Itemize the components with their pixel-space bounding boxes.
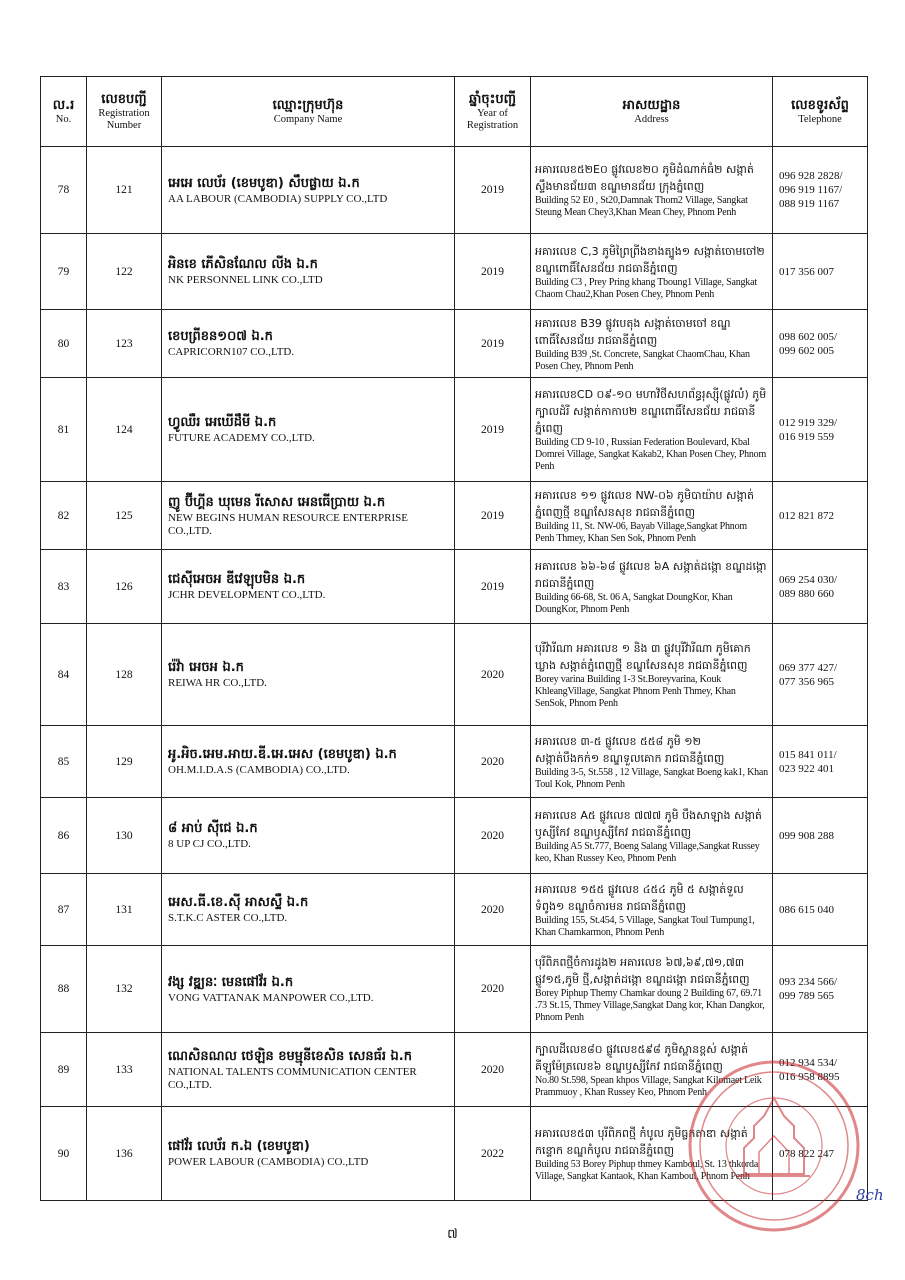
address-cell — [531, 946, 773, 1033]
company-name-english: NATIONAL TALENTS COMMUNICATION CENTER CO.,LTD. — [168, 1065, 417, 1091]
address-english: Building 52 E0 , St20,Damnak Thom2 Village, Sangkat Steung Mean Chey3,Khan Mean Chey, Phnom Penh — [535, 195, 748, 218]
header-address: អាសយដ្ឋាន Address — [531, 77, 773, 147]
telephone-cell — [773, 624, 868, 726]
registration-number: 126 — [87, 550, 162, 624]
address-english: Building 11, St. NW-06, Bayab Village,Sangkat Phnom Penh Thmey, Khan Sen Sok, Phnom Penh — [535, 520, 747, 544]
company-name-khmer: រ៉េវ៉ា អេចអ ឯ.ក — [168, 660, 244, 675]
company-name-khmer: ផៅវ័រ លេប័រ ក.ឯ (ខេមបូឌា) — [168, 1139, 310, 1154]
registration-year: 2022 — [455, 1107, 531, 1201]
registration-number: 132 — [87, 946, 162, 1033]
row-number: 81 — [41, 378, 87, 482]
registration-number: 130 — [87, 798, 162, 874]
address-english: Building C3 , Prey Pring khang Tboung1 Village, Sangkat Chaom Chau2,Khan Posen Chey, Phnom Penh — [535, 276, 757, 300]
telephone-cell — [773, 798, 868, 874]
telephone-number: 077 356 965 — [779, 675, 834, 688]
table-row — [41, 550, 868, 624]
telephone-number: 069 377 427/ — [779, 661, 838, 674]
company-name-english: JCHR DEVELOPMENT CO.,LTD. — [168, 589, 326, 601]
row-number: 78 — [41, 147, 87, 234]
company-name-khmer: អេអេ លេប័រ (ខេមបូឌា) សឹបផ្លាយ ឯ.ក — [168, 175, 360, 191]
address-english: Building A5 St.777, Boeng Salang Village,Sangkat Russey keo, Khan Russey Keo, Phnom Penh — [535, 840, 760, 864]
company-name-cell — [162, 378, 455, 482]
registration-number: 123 — [87, 310, 162, 378]
company-name-khmer: ហ្វូឈឺរ អេឃើដឹមី ឯ.ក — [168, 415, 277, 430]
address-cell — [531, 378, 773, 482]
header-row — [41, 77, 868, 147]
registration-number: 125 — [87, 482, 162, 550]
telephone-number: 086 615 040 — [779, 903, 834, 916]
telephone-number: 099 908 288 — [779, 829, 834, 842]
row-number: 85 — [41, 726, 87, 798]
address-khmer: អគារលេខ ១១ ផ្លូវលេខ NW-០៦ ភូមិបាយ៉ាប សង្កាត់ភ្នំពេញថ្មី ខណ្ឌសែនសុខ រាជធានីភ្នំពេញ — [535, 488, 754, 519]
address-cell — [531, 550, 773, 624]
telephone-cell — [773, 378, 868, 482]
registration-year: 2020 — [455, 946, 531, 1033]
registration-number: 129 — [87, 726, 162, 798]
registration-year: 2019 — [455, 550, 531, 624]
telephone-number: 012 821 872 — [779, 509, 834, 522]
telephone-number: 017 356 007 — [779, 265, 834, 278]
address-english: Building CD 9-10 , Russian Federation Boulevard, Kbal Domrei Village, Sangkat Kakab2, Khan Posen Chey, Phnom Penh — [535, 437, 767, 472]
registration-number: 124 — [87, 378, 162, 482]
address-cell — [531, 147, 773, 234]
registry-sheet — [40, 76, 867, 1201]
table-row — [41, 624, 868, 726]
company-registry-table — [40, 76, 868, 1201]
company-name-khmer: ៨ អាប់ ស៊ីជេ ឯ.ក — [168, 821, 258, 836]
registration-year: 2020 — [455, 874, 531, 946]
table-row — [41, 946, 868, 1033]
registration-year: 2019 — [455, 234, 531, 310]
company-name-cell — [162, 874, 455, 946]
company-name-cell — [162, 310, 455, 378]
company-name-english: 8 UP CJ CO.,LTD. — [168, 838, 251, 850]
company-name-khmer: វង្ស វឌ្ឍនៈ មេនផៅវ័រ ឯ.ក — [168, 974, 294, 990]
row-number: 90 — [41, 1107, 87, 1201]
row-number: 83 — [41, 550, 87, 624]
table-row — [41, 798, 868, 874]
table-row — [41, 310, 868, 378]
telephone-number: 098 602 005/ — [779, 330, 838, 343]
company-name-cell — [162, 234, 455, 310]
telephone-number: 016 919 559 — [779, 430, 834, 443]
telephone-number: 012 919 329/ — [779, 416, 838, 429]
signature-mark: 8ch — [856, 1186, 884, 1204]
address-khmer: បុរីពិភពថ្មីចំការដូង២ អគារលេខ ៦៧,៦៩,៧១,៧៣ ផ្លូវ១៥,ភូមិ ថ្មី,សង្កាត់ដង្កោ ខណ្ឌដង្កោ រាជធានីភ្នំពេញ — [535, 956, 750, 986]
telephone-number: 093 234 566/ — [779, 976, 838, 988]
company-name-cell — [162, 147, 455, 234]
company-name-english: VONG VATTANAK MANPOWER CO.,LTD. — [168, 991, 374, 1004]
address-khmer: អគារលេខ ១៥៥ ផ្លូវលេខ ៤៥៤ ភូមិ ៥ សង្កាត់ទួលទំពូង១ ខណ្ឌចំការមន រាជធានីភ្នំពេញ — [535, 882, 744, 913]
telephone-cell — [773, 874, 868, 946]
registration-year: 2019 — [455, 482, 531, 550]
official-seal-stamp — [684, 1056, 864, 1236]
telephone-number: 089 880 660 — [779, 587, 834, 600]
company-name-cell — [162, 798, 455, 874]
registration-number: 128 — [87, 624, 162, 726]
table-row — [41, 147, 868, 234]
company-name-cell — [162, 1033, 455, 1107]
telephone-cell — [773, 550, 868, 624]
company-name-english: CAPRICORN107 CO.,LTD. — [168, 346, 295, 358]
address-cell — [531, 482, 773, 550]
table-row — [41, 378, 868, 482]
address-khmer: អគារលេខ៥២E០ ផ្លូវលេខ២០ ភូមិដំណាក់ធំ២ សង្កាត់ស្ទឹងមានជ័យ៣ ខណ្ឌមានជ័យ ក្រុងភ្នំពេញ — [535, 163, 754, 193]
telephone-number: 099 789 565 — [779, 990, 834, 1002]
table-row — [41, 234, 868, 310]
telephone-cell — [773, 726, 868, 798]
row-number: 88 — [41, 946, 87, 1033]
telephone-cell — [773, 234, 868, 310]
address-khmer: អគារលេខ ៦៦-៦៨ ផ្លូវលេខ ៦A សង្កាត់ដង្កោ ខណ្ឌដង្កោ រាជធានីភ្នំពេញ — [535, 559, 767, 590]
telephone-cell — [773, 147, 868, 234]
company-name-cell — [162, 1107, 455, 1201]
header-telephone: លេខទូរស័ព្ទ Telephone — [773, 77, 868, 147]
company-name-khmer: ណេសិនណល ថេឡិន ខមម្មុនីខេសិន សេនធ័រ ឯ.ក — [168, 1048, 412, 1064]
row-number: 86 — [41, 798, 87, 874]
address-cell — [531, 310, 773, 378]
address-khmer: អគារលេខCD ០៩-១០ មហាវិថីសហព័ន្ធរុស្ស៊ី(ផ្លូវលំ) ភូមិក្បាលដំរី សង្កាត់កាកាប២ ខណ្ឌពោធិ៍សែនជ័យ រាជធានីភ្នំពេញ — [535, 388, 767, 435]
address-cell — [531, 874, 773, 946]
telephone-cell — [773, 946, 868, 1033]
company-name-english: OH.M.I.D.A.S (CAMBODIA) CO.,LTD. — [168, 764, 350, 776]
address-cell — [531, 726, 773, 798]
company-name-english: NK PERSONNEL LINK CO.,LTD — [168, 274, 323, 286]
telephone-number: 088 919 1167 — [779, 198, 840, 210]
telephone-number: 078 822 247 — [779, 1147, 834, 1160]
company-name-khmer: ខេបព្រីខន១០៧ ឯ.ក — [168, 329, 273, 344]
row-number: 82 — [41, 482, 87, 550]
address-khmer: អគារលេខ ៣-៥ ផ្លូវលេខ ៥៥៨ ភូមិ ១២ សង្កាត់បឹងកក់១ ខណ្ឌទួលគោក រាជធានីភ្នំពេញ — [535, 734, 725, 765]
row-number: 79 — [41, 234, 87, 310]
address-khmer: បុរីវ៉ារីណា អគារលេខ ១ និង ៣ ផ្លូវបុរីវ៉ារីណា ភូមិគោកឃ្លាង សង្កាត់ភ្នំពេញថ្មី ខណ្ឌសែនសុខ រាជធានីភ្នំពេញ — [535, 641, 751, 672]
registration-year: 2019 — [455, 378, 531, 482]
company-name-english: REIWA HR CO.,LTD. — [168, 677, 267, 689]
registration-year: 2020 — [455, 798, 531, 874]
company-name-english: S.T.K.C ASTER CO.,LTD. — [168, 912, 288, 924]
registration-number: 133 — [87, 1033, 162, 1107]
company-name-khmer: អិនខេ ភើសិនណែល លីង ឯ.ក — [168, 257, 318, 272]
row-number: 84 — [41, 624, 87, 726]
telephone-number: 016 958 8895 — [779, 1070, 840, 1083]
company-name-cell — [162, 946, 455, 1033]
registration-number: 131 — [87, 874, 162, 946]
row-number: 89 — [41, 1033, 87, 1107]
header-company: ឈ្មោះក្រុមហ៊ុន Company Name — [162, 77, 455, 147]
registration-number: 121 — [87, 147, 162, 234]
telephone-number: 096 928 2828/ — [779, 170, 843, 182]
header-no: ល.រ No. — [41, 77, 87, 147]
registration-year: 2020 — [455, 726, 531, 798]
telephone-cell — [773, 482, 868, 550]
company-name-cell — [162, 550, 455, 624]
telephone-number: 099 602 005 — [779, 344, 834, 357]
row-number: 80 — [41, 310, 87, 378]
registration-year: 2019 — [455, 147, 531, 234]
company-name-cell — [162, 726, 455, 798]
company-name-cell — [162, 482, 455, 550]
address-english: Building 53 Borey Piphup thmey Kamboul, St. 13 thkorda Village, Sangkat Kantaok, Khan Kamboul, Phnom Penh — [535, 1158, 759, 1182]
address-english: Borey varina Building 1-3 St.Boreyvarina, Kouk KhleangVillage, Sangkat Phnom Penh Thmey, Khan SenSok, Phnom Penh — [535, 673, 736, 709]
address-khmer: ក្បាលដីលេខ៨០ ផ្លូវលេខ៥៩៨ ភូមិស្ពានខ្ពស់ សង្កាត់គីឡូម៉ែត្រលេខ៦ ខណ្ឌឫស្សីកែវ រាជធានីភ្នំពេញ — [535, 1042, 749, 1073]
telephone-number: 012 934 534/ — [779, 1056, 838, 1069]
company-name-english: FUTURE ACADEMY CO.,LTD. — [168, 432, 315, 444]
address-cell — [531, 234, 773, 310]
company-name-cell — [162, 624, 455, 726]
telephone-cell — [773, 310, 868, 378]
telephone-number: 023 922 401 — [779, 762, 834, 775]
address-english: No.80 St.598, Spean khpos Village, Sangkat Kilomaet Leik Prammuoy , Khan Russey Keo, Phnom Penh — [535, 1074, 762, 1098]
address-cell — [531, 798, 773, 874]
telephone-number: 096 919 1167/ — [779, 184, 843, 196]
company-name-khmer: ញូ ប៊ីហ្គីន ឃុមេន រីសោស អេនធើប្រាយ ឯ.ក — [168, 494, 386, 510]
header-year: ឆ្នាំចុះបញ្ជី Year of Registration — [455, 77, 531, 147]
table-row — [41, 874, 868, 946]
company-name-khmer: អូ.អិច.អេម.អាយ.ឌី.អេ.អេស (ខេមបូឌា) ឯ.ក — [168, 747, 397, 762]
address-english: Building 155, St.454, 5 Village, Sangkat Toul Tumpung1, Khan Chamkarmon, Phnom Penh — [535, 914, 755, 938]
address-cell — [531, 624, 773, 726]
company-name-english: AA LABOUR (CAMBODIA) SUPPLY CO.,LTD — [168, 192, 388, 205]
address-khmer: អគារលេខ B39 ផ្លូវបេតុង សង្កាត់ចោមចៅ ខណ្ឌពោធិ៍សែនជ័យ រាជធានីភ្នំពេញ — [535, 316, 731, 347]
company-name-khmer: ជេស៊ីអេចអ ឌីវេឡុបមិន ឯ.ក — [168, 572, 306, 587]
address-english: Building 3-5, St.558 , 12 Village, Sangkat Boeng kak1, Khan Toul Kok, Phnom Penh — [535, 766, 768, 790]
telephone-number: 069 254 030/ — [779, 573, 838, 586]
address-khmer: អគារលេខ C,3 ភូមិព្រៃព្រីងខាងត្បូង១ សង្កាត់ចោមចៅ២ ខណ្ឌពោធិ៍សែនជ័យ រាជធានីភ្នំពេញ — [535, 244, 765, 275]
company-name-khmer: អេស.ធី.ខេ.ស៊ី អាសស្ទឺ ឯ.ក — [168, 895, 309, 910]
telephone-number: 015 841 011/ — [779, 748, 837, 761]
registration-year: 2019 — [455, 310, 531, 378]
address-english: Building 66-68, St. 06 A, Sangkat DoungKor, Khan DoungKor, Phnom Penh — [535, 591, 733, 615]
company-name-english: POWER LABOUR (CAMBODIA) CO.,LTD — [168, 1156, 369, 1168]
address-english: Building B39 ,St. Concrete, Sangkat ChaomChau, Khan Posen Chey, Phnom Penh — [535, 348, 750, 372]
row-number: 87 — [41, 874, 87, 946]
address-khmer: អគារលេខ A៥ ផ្លូវលេខ ៧៧៧ ភូមិ បឹងសាឡាង សង្កាត់ឫស្សីកែវ ខណ្ឌឫស្សីកែវ រាជធានីភ្នំពេញ — [535, 808, 762, 839]
company-name-english: NEW BEGINS HUMAN RESOURCE ENTERPRISE CO.,LTD. — [168, 511, 408, 537]
table-row — [41, 482, 868, 550]
registration-number: 136 — [87, 1107, 162, 1201]
header-registration: លេខបញ្ជី Registration Number — [87, 77, 162, 147]
registration-year: 2020 — [455, 1033, 531, 1107]
registration-year: 2020 — [455, 624, 531, 726]
table-row — [41, 726, 868, 798]
address-english: Borey Piphup Themy Chamkar doung 2 Building 67, 69.71 .73 St.15, Thmey Village,Sangkat Dang kor, Khan Dangkor, Phnom Penh — [535, 988, 765, 1023]
page-number: ៧ — [447, 1227, 458, 1242]
address-khmer: អគារលេខ៥៣ បុរីពិភពថ្មី កំបូល ភូមិធ្លកតាឌា សង្កាត់កន្ទោក ខណ្ឌកំបូល រាជធានីភ្នំពេញ — [535, 1126, 748, 1157]
registration-number: 122 — [87, 234, 162, 310]
